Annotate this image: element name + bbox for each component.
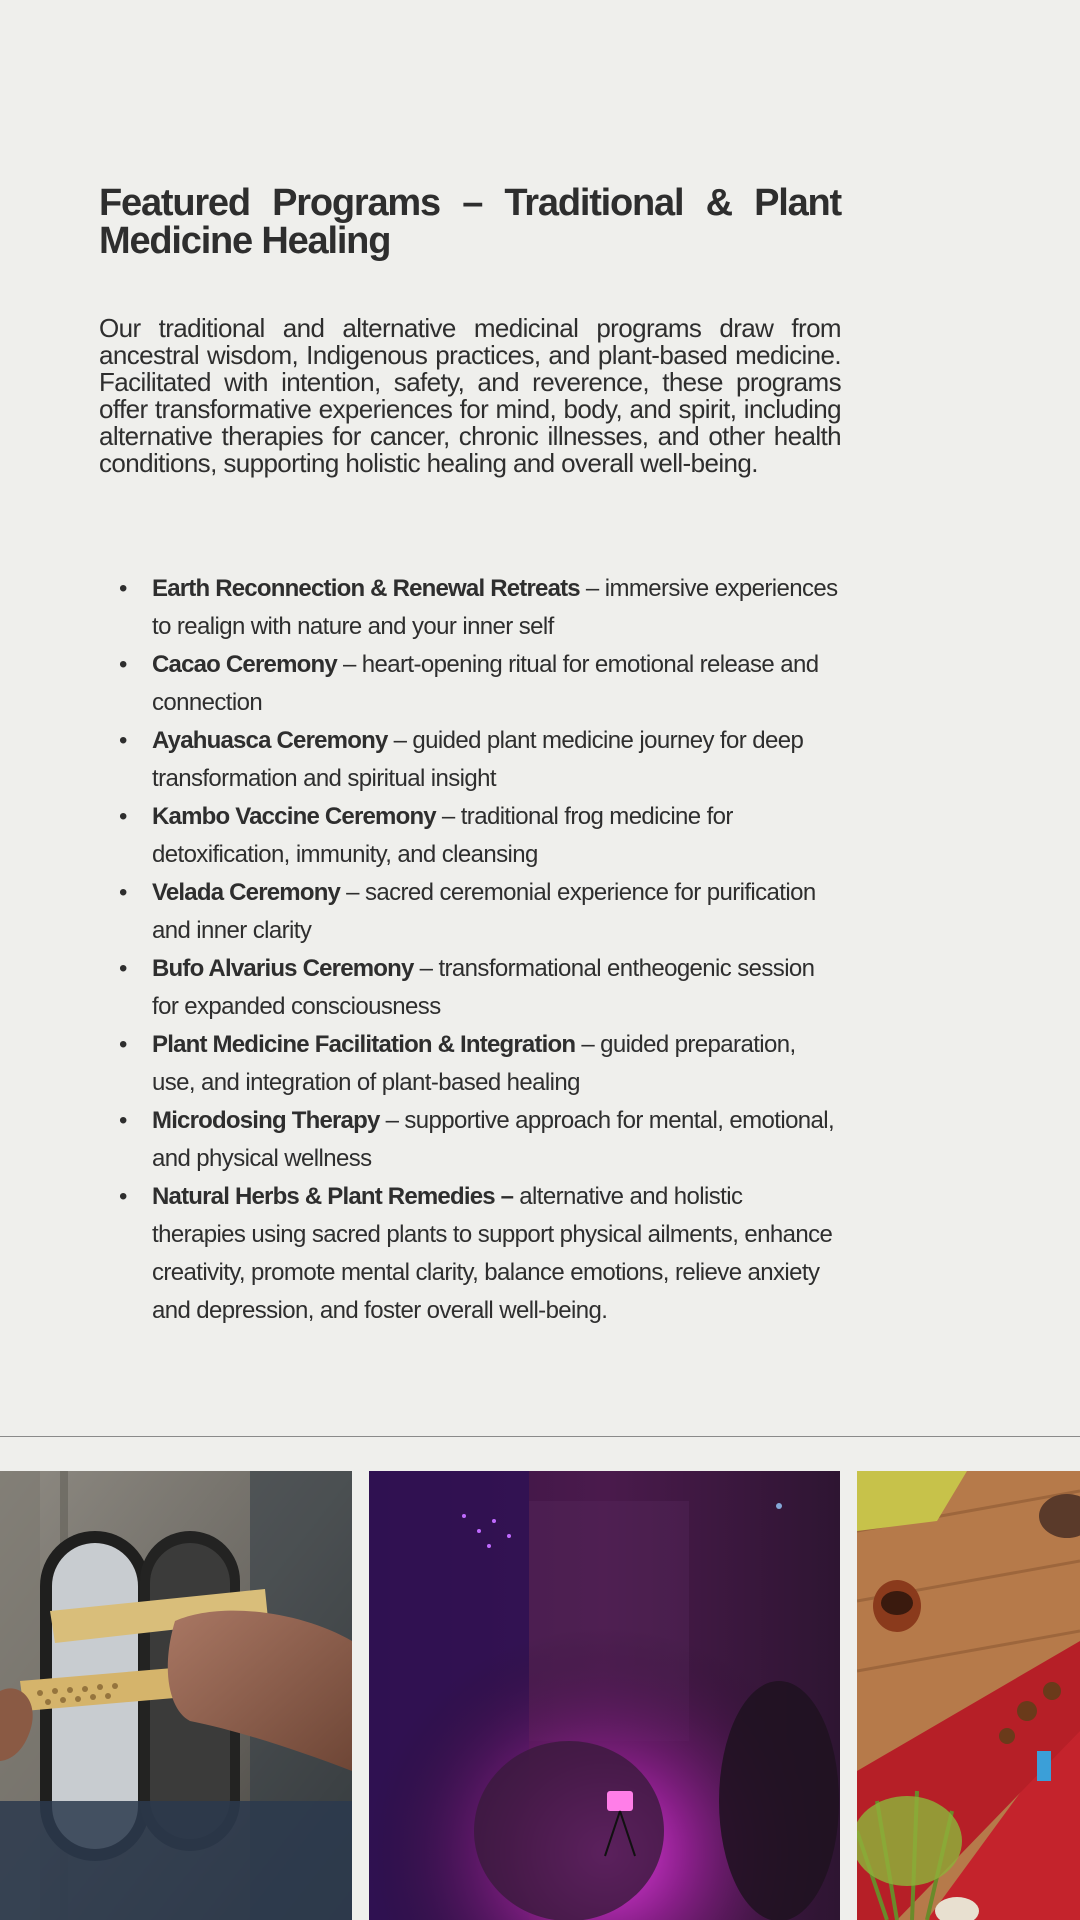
program-name: Cacao Ceremony	[152, 651, 337, 678]
list-item	[99, 1026, 841, 1102]
program-description: – transformational entheogenic session for expanded consciousness	[152, 955, 815, 1020]
list-item	[99, 722, 841, 798]
list-item	[99, 798, 841, 874]
program-name: Ayahuasca Ceremony	[152, 727, 388, 754]
intro-paragraph: Our traditional and alternative medicinal programs draw from ancestral wisdom, Indigenous practices, and plant-based medicine. Facilitated with intention, safety, and reverence, these programs offer transformative experiences for mind, body, and spirit, including alternative therapies for cancer, chronic illnesses, and other health conditions, supporting holistic healing and overall well-being.	[99, 313, 841, 478]
program-name: Plant Medicine Facilitation & Integration	[152, 1031, 576, 1058]
page-title: Featured Programs – Traditional & Plant Medicine Healing	[99, 182, 841, 262]
program-description: – supportive approach for mental, emotional, and physical wellness	[152, 1107, 835, 1172]
list-item	[99, 950, 841, 1026]
herbal-altar-photo	[857, 1471, 1080, 1920]
bullet-icon: •	[119, 803, 127, 830]
list-item	[99, 1102, 841, 1178]
bullet-icon: •	[119, 1107, 127, 1134]
bullet-icon: •	[119, 1031, 127, 1058]
program-description: – sacred ceremonial experience for purification and inner clarity	[152, 879, 816, 944]
bullet-icon: •	[119, 727, 127, 754]
list-item	[99, 646, 841, 722]
bullet-icon: •	[119, 1183, 127, 1210]
program-description: alternative and holistic therapies using sacred plants to support physical ailments, enhance creativity, promote mental clarity, balance emotions, relieve anxiety and depression, and foster overall well-being.	[152, 1183, 833, 1324]
program-description: – heart-opening ritual for emotional release and connection	[152, 651, 819, 716]
section-divider	[0, 1436, 1080, 1437]
bullet-icon: •	[119, 879, 127, 906]
program-description: – immersive experiences to realign with nature and your inner self	[152, 575, 838, 640]
program-name: Bufo Alvarius Ceremony	[152, 955, 414, 982]
program-name: Earth Reconnection & Renewal Retreats	[152, 575, 580, 602]
program-name: Microdosing Therapy	[152, 1107, 380, 1134]
program-name: Velada Ceremony	[152, 879, 341, 906]
list-item	[99, 874, 841, 950]
bullet-icon: •	[119, 575, 127, 602]
bullet-icon: •	[119, 651, 127, 678]
program-list	[99, 570, 841, 1330]
programs-section	[99, 182, 841, 1324]
program-description: – traditional frog medicine for detoxification, immunity, and cleansing	[152, 803, 733, 868]
kambo-sticks-photo	[0, 1471, 352, 1920]
program-description: – guided plant medicine journey for deep transformation and spiritual insight	[152, 727, 804, 792]
photo-gallery	[0, 1471, 1080, 1920]
program-name: Kambo Vaccine Ceremony	[152, 803, 436, 830]
program-name: Natural Herbs & Plant Remedies –	[152, 1183, 514, 1210]
list-item	[99, 570, 841, 646]
list-item	[99, 1178, 841, 1330]
bullet-icon: •	[119, 955, 127, 982]
ceremony-room-photo	[369, 1471, 840, 1920]
program-description: – guided preparation, use, and integration of plant-based healing	[152, 1031, 796, 1096]
